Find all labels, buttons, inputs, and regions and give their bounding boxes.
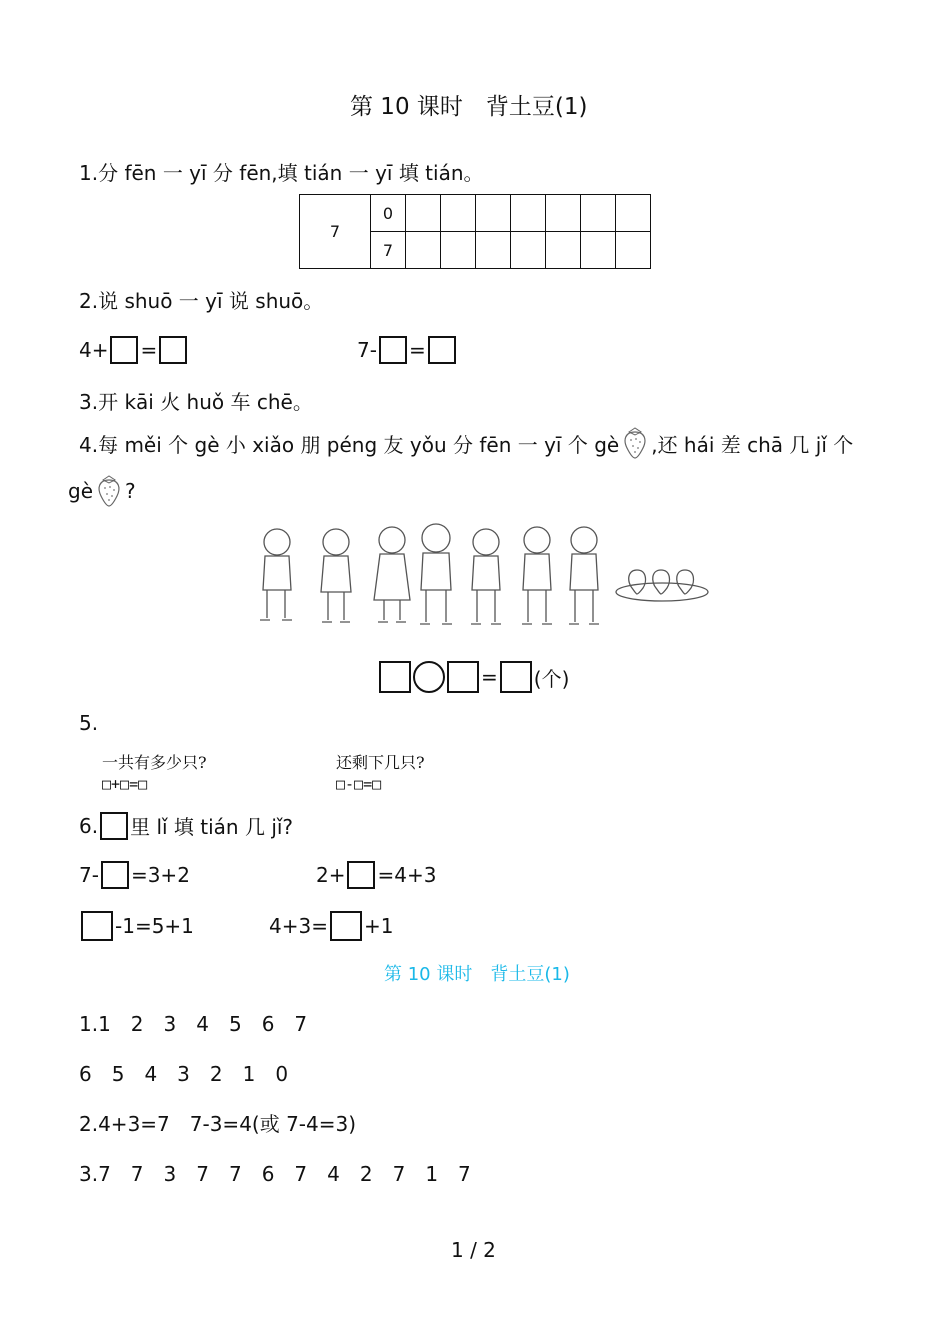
table-cell[interactable] — [546, 232, 581, 269]
answer-box[interactable] — [330, 911, 362, 941]
question-5-left-prompt: 一共有多少只? — [102, 753, 207, 772]
page-number: 1 / 2 — [451, 1238, 496, 1262]
question-4-line2: gè ? — [68, 474, 138, 508]
equation-add: 4+ = — [79, 336, 189, 364]
equation-6d: 4+3= +1 — [269, 911, 395, 941]
answer-box[interactable] — [379, 336, 407, 364]
answer-box-sample — [100, 812, 128, 840]
question-4-equation: = (个) — [379, 661, 571, 693]
answers-title: 第 10 课时 背土豆(1) — [384, 964, 570, 985]
child-figure — [522, 527, 552, 624]
question-1-text: 1.分 fēn 一 yī 分 fēn,填 tián 一 yī 填 tián。 — [79, 161, 484, 185]
answer-box[interactable] — [447, 661, 479, 693]
child-figure — [374, 527, 410, 622]
table-cell[interactable] — [476, 195, 511, 232]
strawberry-icon — [621, 426, 649, 460]
answer-line-4: 3.7 7 3 7 7 6 7 4 2 7 1 7 — [79, 1162, 471, 1186]
question-5-right-prompt: 还剩下几只? — [336, 753, 425, 772]
table-cell[interactable] — [406, 195, 441, 232]
answer-box[interactable] — [159, 336, 187, 364]
question-5-number: 5. — [79, 711, 99, 735]
answer-box[interactable] — [347, 861, 375, 889]
operator-circle[interactable] — [413, 661, 445, 693]
question-3-text: 3.开 kāi 火 huǒ 车 chē。 — [79, 390, 313, 414]
decomposition-table — [299, 194, 651, 269]
table-cell[interactable] — [581, 232, 616, 269]
strawberry-icon — [677, 570, 694, 594]
table-cell[interactable] — [441, 195, 476, 232]
equation-subtract: 7- = — [357, 336, 458, 364]
children-illustration — [250, 520, 715, 630]
table-cell[interactable] — [616, 232, 651, 269]
equation-6a: 7- =3+2 — [79, 863, 190, 887]
question-6-text: 6. 里 lǐ 填 tián 几 jǐ? — [79, 813, 294, 839]
answer-box[interactable] — [101, 861, 129, 889]
answer-box[interactable] — [500, 661, 532, 693]
table-cell[interactable] — [511, 232, 546, 269]
table-cell[interactable] — [546, 195, 581, 232]
question-4-line1: 4.每 měi 个 gè 小 xiǎo 朋 péng 友 yǒu 分 fēn 一 yī 个 gè ,还 hái 差 chā 几 jǐ 个 — [79, 426, 855, 460]
answer-box[interactable] — [379, 661, 411, 693]
answer-box[interactable] — [428, 336, 456, 364]
table-cell[interactable] — [616, 195, 651, 232]
table-cell[interactable] — [406, 232, 441, 269]
table-cell[interactable] — [581, 195, 616, 232]
child-figure — [321, 529, 351, 622]
table-cell: 7 — [371, 232, 406, 269]
table-whole: 7 — [300, 195, 371, 269]
child-figure — [420, 524, 452, 624]
question-5-left-equation[interactable]: □+□=□ — [102, 775, 148, 793]
answer-line-3: 2.4+3=7 7-3=4(或 7-4=3) — [79, 1112, 357, 1136]
table-cell[interactable] — [441, 232, 476, 269]
strawberry-icon — [95, 474, 123, 508]
question-2-text: 2.说 shuō 一 yī 说 shuō。 — [79, 289, 324, 313]
table-cell[interactable] — [511, 195, 546, 232]
strawberry-icon — [629, 570, 646, 594]
answer-line-1: 1.1 2 3 4 5 6 7 — [79, 1012, 308, 1036]
table-cell: 0 — [371, 195, 406, 232]
table-cell[interactable] — [476, 232, 511, 269]
child-figure — [569, 527, 599, 624]
equation-6b: 2+ =4+3 — [316, 863, 437, 887]
page-title: 第 10 课时 背土豆(1) — [350, 94, 588, 120]
answer-line-2: 6 5 4 3 2 1 0 — [79, 1062, 289, 1086]
equation-6c: -1=5+1 — [81, 911, 196, 941]
strawberry-icon — [653, 570, 670, 594]
child-figure — [260, 529, 292, 620]
question-5-right-equation[interactable]: □-□=□ — [336, 775, 382, 793]
answer-box[interactable] — [81, 911, 113, 941]
child-figure — [471, 529, 501, 624]
answer-box[interactable] — [110, 336, 138, 364]
